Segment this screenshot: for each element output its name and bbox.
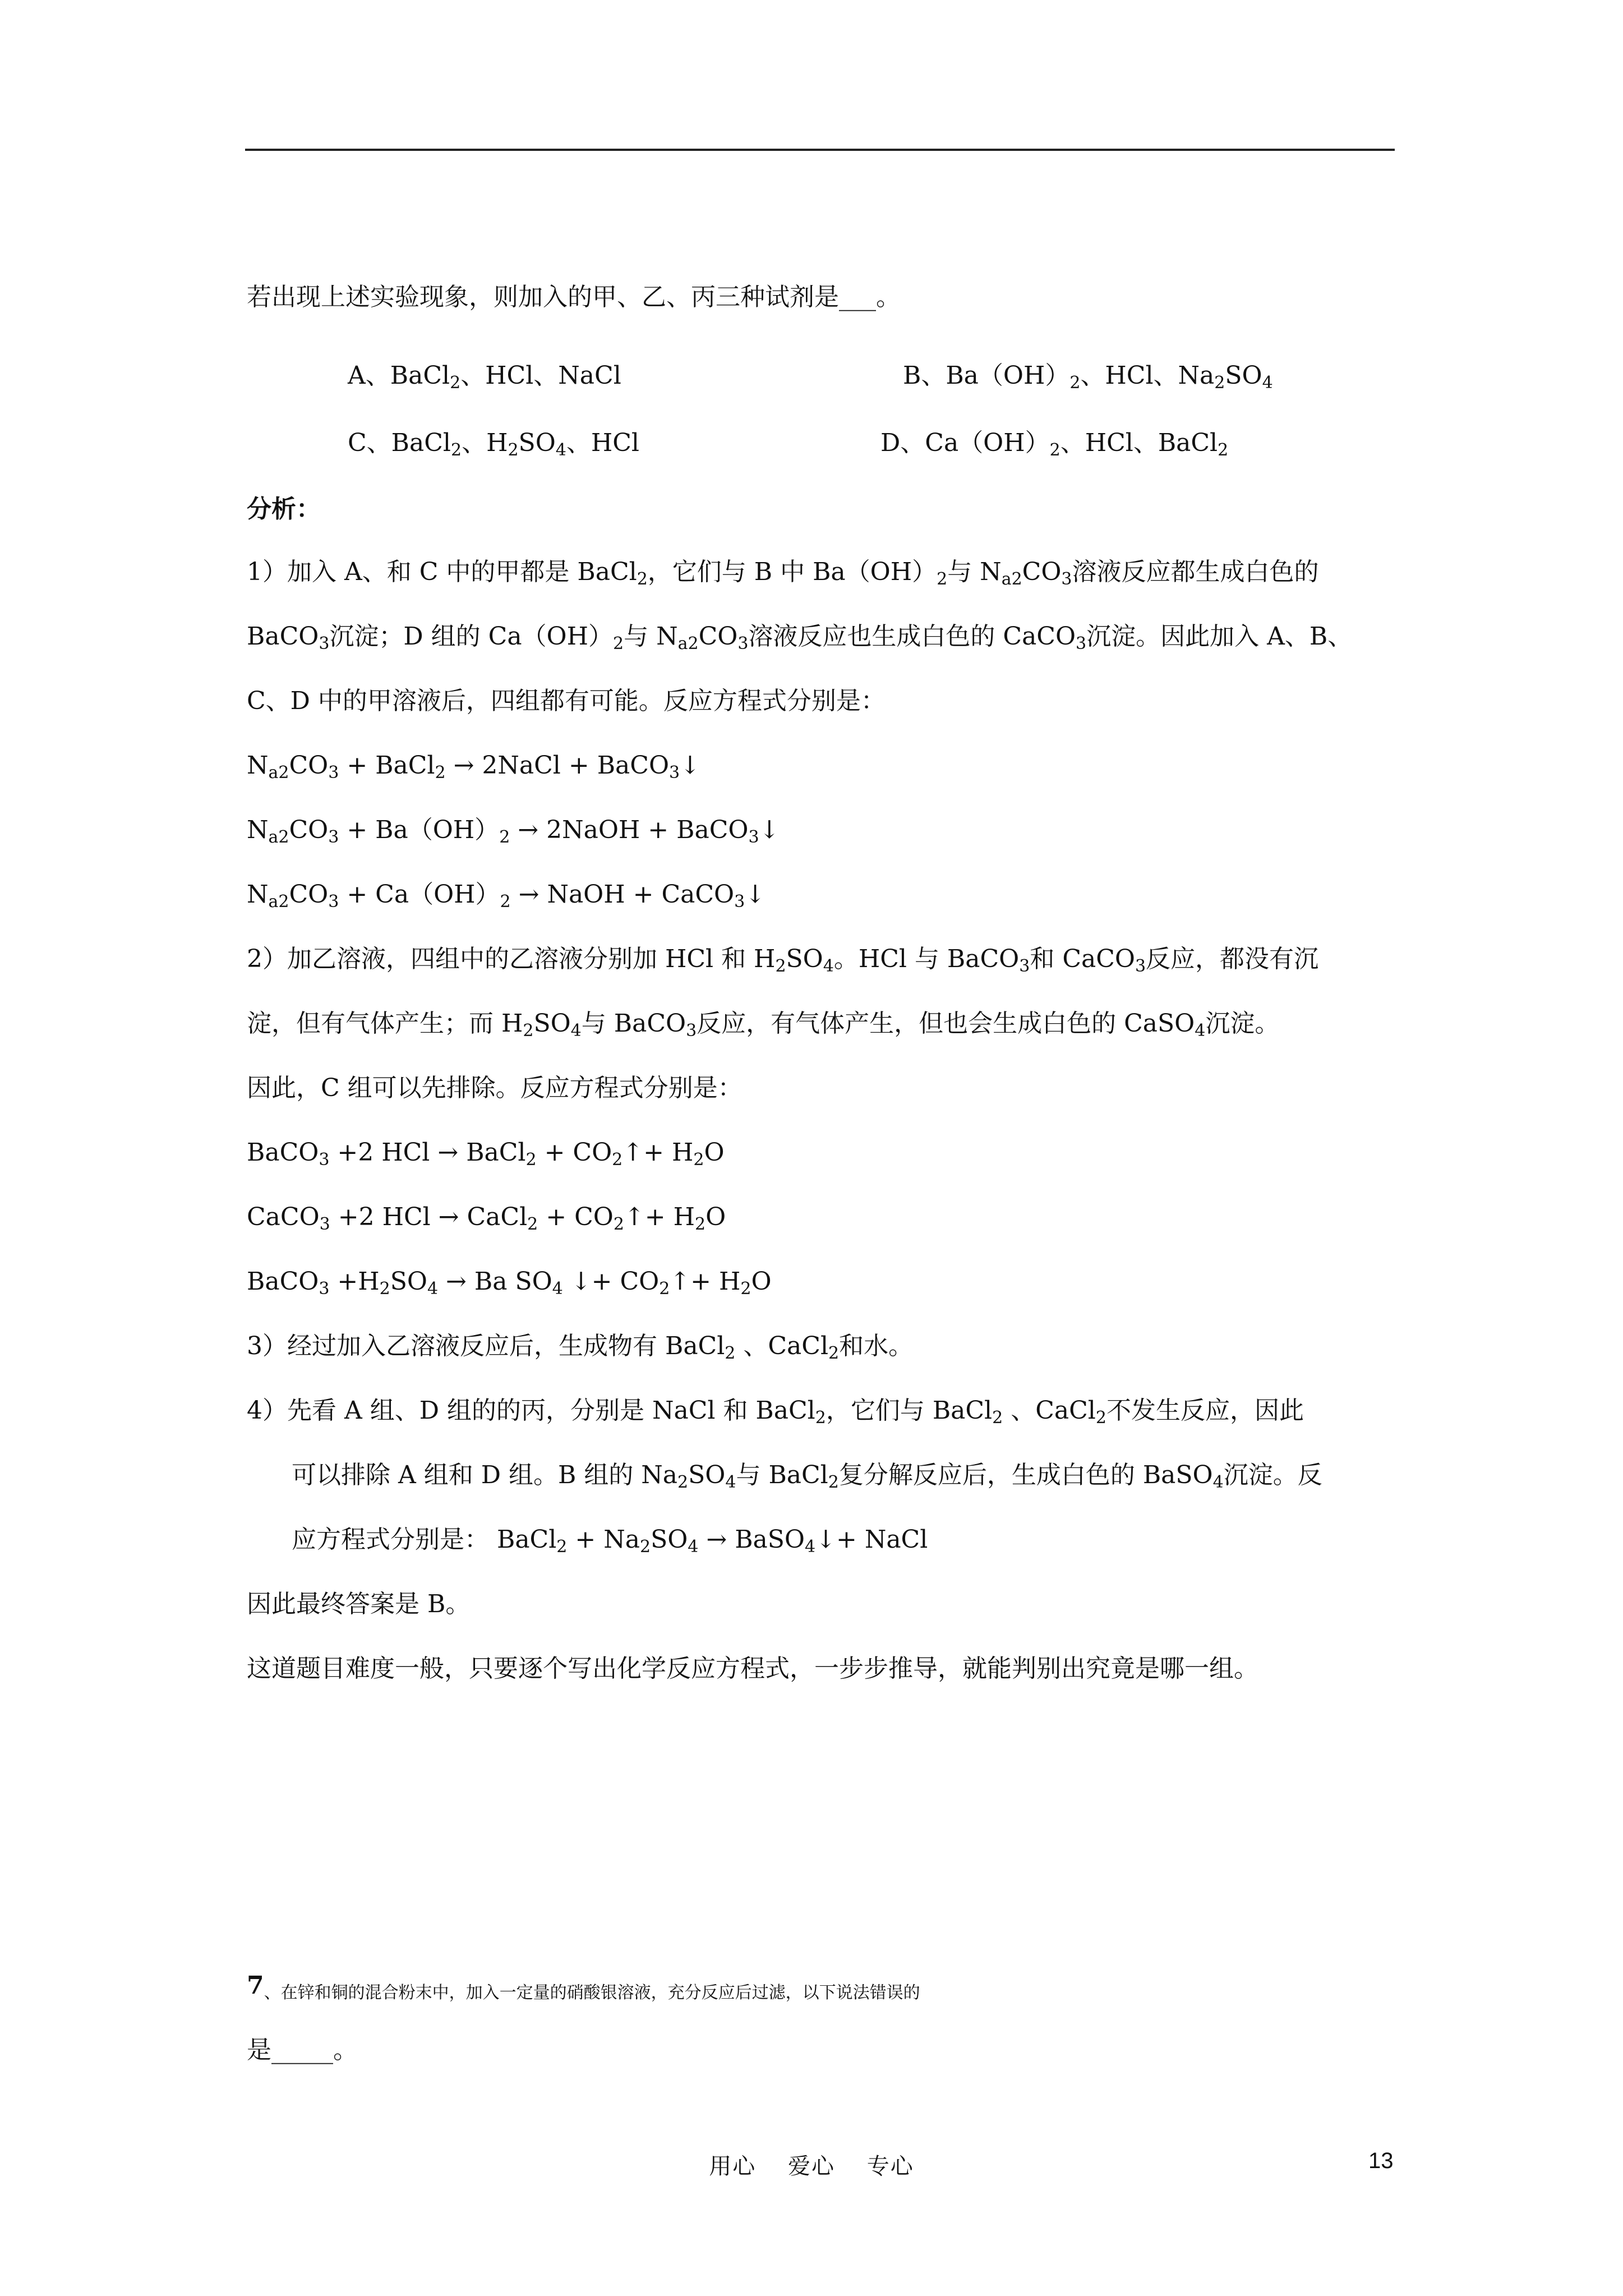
text-run: D、Ca（OH） bbox=[880, 429, 1050, 457]
text-run: → NaOH + CaCO bbox=[510, 880, 735, 909]
subscript: 3 bbox=[328, 763, 339, 783]
subscript: 2 bbox=[1218, 440, 1229, 460]
text-run: 、CaCl bbox=[1003, 1396, 1096, 1425]
subscript: 2 bbox=[523, 1021, 534, 1041]
subscript: 2 bbox=[556, 1537, 568, 1557]
equation bbox=[247, 1136, 725, 1170]
text-run: O bbox=[704, 1138, 725, 1167]
text-run: N bbox=[247, 751, 269, 780]
subscript: 2 bbox=[992, 1408, 1003, 1428]
text-run: 反应，有气体产生，但也会生成白色的 CaSO bbox=[697, 1009, 1195, 1038]
subscript: 4 bbox=[1262, 373, 1273, 393]
option-a bbox=[348, 359, 621, 393]
subscript: 2 bbox=[500, 892, 511, 912]
subscript: 4 bbox=[805, 1537, 816, 1557]
subscript: 2 bbox=[527, 1214, 538, 1234]
subscript: 2 bbox=[450, 440, 462, 460]
equation bbox=[247, 749, 700, 783]
text-run: CO bbox=[698, 622, 738, 651]
p4-line2 bbox=[292, 1458, 1322, 1492]
analysis-heading: 分析： bbox=[247, 495, 321, 523]
option-d bbox=[880, 426, 1228, 460]
text-run: + Ca（OH） bbox=[339, 880, 500, 909]
subscript: 4 bbox=[823, 956, 834, 976]
subscript: 3 bbox=[748, 827, 759, 847]
subscript: 3 bbox=[319, 1279, 330, 1299]
text-run: 沉淀。 bbox=[1205, 1009, 1280, 1038]
text-run: 7 bbox=[247, 1971, 264, 2000]
text-run: ，它们与 B 中 Ba（OH） bbox=[647, 558, 937, 586]
text-run: 。HCl 与 BaCO bbox=[833, 945, 1020, 973]
comment-line: 这道题目难度一般，只要逐个写出化学反应方程式，一步步推导，就能判别出究竟是哪一组。 bbox=[247, 1654, 1258, 1683]
subscript: 2 bbox=[677, 1473, 689, 1492]
text-run: ↑+ H bbox=[624, 1203, 695, 1231]
text-run: CO bbox=[1022, 558, 1062, 586]
text-run: 溶液反应都生成白色的 bbox=[1072, 558, 1319, 586]
q7-line2: 是_____。 bbox=[247, 2036, 358, 2064]
subscript: 2 bbox=[613, 634, 624, 654]
subscript: 2 bbox=[637, 569, 648, 589]
text-run: CaCO bbox=[247, 1203, 320, 1231]
p4-line1 bbox=[247, 1394, 1304, 1428]
subscript: 2 bbox=[695, 1214, 706, 1234]
subscript: a2 bbox=[268, 763, 289, 783]
p2-line1 bbox=[247, 942, 1318, 976]
subscript: 3 bbox=[319, 1214, 330, 1234]
text-run: SO bbox=[390, 1267, 427, 1296]
text-run: 沉淀；D 组的 Ca（OH） bbox=[329, 622, 613, 651]
subscript: 2 bbox=[740, 1279, 751, 1299]
text-run: 可以排除 A 组和 D 组。B 组的 Na bbox=[292, 1461, 678, 1489]
subscript: 4 bbox=[1212, 1473, 1224, 1492]
subscript: 4 bbox=[1195, 1021, 1206, 1041]
subscript: 3 bbox=[319, 634, 330, 654]
subscript: 2 bbox=[1049, 440, 1061, 460]
subscript: a2 bbox=[1001, 569, 1022, 589]
text-run: B、Ba（OH） bbox=[903, 361, 1070, 390]
subscript: 3 bbox=[328, 892, 339, 912]
text-run: 1）加入 A、和 C 中的甲都是 BaCl bbox=[247, 558, 637, 586]
text-run: +2 HCl → BaCl bbox=[329, 1138, 526, 1167]
text-run: → BaSO bbox=[698, 1525, 805, 1554]
option-c bbox=[348, 426, 639, 460]
text-run: C、BaCl bbox=[348, 429, 451, 457]
subscript: 2 bbox=[612, 1150, 623, 1170]
subscript: 3 bbox=[669, 763, 680, 783]
text-run: 3）经过加入乙溶液反应后，生成物有 BaCl bbox=[247, 1332, 725, 1360]
text-run: 、HCl bbox=[566, 429, 639, 457]
subscript: 2 bbox=[435, 763, 446, 783]
equation bbox=[247, 1200, 726, 1234]
text-run: 沉淀。反 bbox=[1223, 1461, 1322, 1489]
text-run: + Na bbox=[567, 1525, 640, 1554]
p2-line2 bbox=[247, 1007, 1279, 1041]
conclusion-line: 因此最终答案是 B。 bbox=[247, 1590, 471, 1618]
subscript: 2 bbox=[450, 373, 461, 393]
text-run: A、BaCl bbox=[348, 361, 450, 390]
subscript: 2 bbox=[828, 1343, 840, 1363]
subscript: 2 bbox=[693, 1150, 704, 1170]
text-run: 与 BaCO bbox=[581, 1009, 686, 1038]
subscript: 2 bbox=[1214, 373, 1225, 393]
subscript: a2 bbox=[268, 892, 289, 912]
subscript: 4 bbox=[725, 1473, 736, 1492]
text-run: SO bbox=[651, 1525, 688, 1554]
text-run: BaCO bbox=[247, 622, 319, 651]
text-run: ，它们与 BaCl bbox=[826, 1396, 993, 1425]
subscript: 2 bbox=[937, 569, 948, 589]
text-run: +H bbox=[329, 1267, 380, 1296]
text-run: SO bbox=[688, 1461, 726, 1489]
equation bbox=[247, 813, 780, 847]
subscript: 3 bbox=[1076, 634, 1087, 654]
subscript: 3 bbox=[319, 1150, 330, 1170]
p1-line3: C、D 中的甲溶液后，四组都有可能。反应方程式分别是： bbox=[247, 687, 886, 715]
text-run: + Ba（OH） bbox=[339, 816, 500, 844]
text-run: 与 N bbox=[947, 558, 1002, 586]
text-run: 不发生反应，因此 bbox=[1106, 1396, 1304, 1425]
p1-line1 bbox=[247, 555, 1319, 589]
text-run: 、CaCl bbox=[735, 1332, 829, 1360]
text-run: + CO bbox=[536, 1138, 612, 1167]
subscript: 4 bbox=[552, 1279, 563, 1299]
text-run: 溶液反应也生成白色的 CaCO bbox=[748, 622, 1076, 651]
subscript: 4 bbox=[555, 440, 566, 460]
text-run: SO bbox=[518, 429, 556, 457]
q7-line1 bbox=[247, 1969, 920, 2003]
subscript: 2 bbox=[815, 1408, 826, 1428]
footer-motto: 用心 爱心 专心 bbox=[709, 2154, 914, 2179]
subscript: 4 bbox=[688, 1537, 699, 1557]
text-run: SO bbox=[1225, 361, 1262, 390]
text-run: 与 BaCl bbox=[736, 1461, 828, 1489]
p3-line bbox=[247, 1329, 913, 1363]
text-run: 复分解反应后，生成白色的 BaSO bbox=[838, 1461, 1213, 1489]
subscript: 2 bbox=[613, 1214, 624, 1234]
equation bbox=[247, 878, 766, 912]
text-run: CO bbox=[289, 816, 329, 844]
text-run: → 2NaCl + BaCO bbox=[445, 751, 670, 780]
text-run: CO bbox=[289, 751, 329, 780]
subscript: 、在锌和铜的混合粉末中，加入一定量的硝酸银溶液，充分反应后过滤，以下说法错误的 bbox=[264, 1983, 920, 2003]
text-run: CO bbox=[289, 880, 329, 909]
header-rule bbox=[245, 149, 1395, 151]
text-run: + CO bbox=[538, 1203, 614, 1231]
text-run: → Ba SO bbox=[438, 1267, 552, 1296]
text-run: ↓+ CO bbox=[562, 1267, 660, 1296]
subscript: 2 bbox=[828, 1473, 839, 1492]
subscript: 3 bbox=[328, 827, 339, 847]
text-run: 、H bbox=[462, 429, 508, 457]
subscript: 2 bbox=[508, 440, 519, 460]
text-run: 2）加乙溶液，四组中的乙溶液分别加 HCl 和 H bbox=[247, 945, 776, 973]
p1-line2 bbox=[247, 620, 1352, 654]
text-run: 淀，但有气体产生；而 H bbox=[247, 1009, 523, 1038]
text-run: 沉淀。因此加入 A、B、 bbox=[1086, 622, 1353, 651]
text-run: ↑+ H bbox=[623, 1138, 694, 1167]
subscript: 3 bbox=[734, 892, 745, 912]
page-number: 13 bbox=[1368, 2148, 1394, 2173]
question-line: 若出现上述实验现象，则加入的甲、乙、丙三种试剂是___。 bbox=[247, 283, 901, 311]
text-run: 与 N bbox=[624, 622, 678, 651]
text-run: ↓ bbox=[759, 816, 780, 844]
p2-line3: 因此，C 组可以先排除。反应方程式分别是： bbox=[247, 1074, 743, 1102]
subscript: a2 bbox=[268, 827, 289, 847]
subscript: 2 bbox=[659, 1279, 670, 1299]
text-run: +2 HCl → CaCl bbox=[330, 1203, 528, 1231]
text-run: ↑+ H bbox=[670, 1267, 741, 1296]
text-run: N bbox=[247, 816, 269, 844]
text-run: ↓ bbox=[680, 751, 700, 780]
text-run: ↓ bbox=[745, 880, 766, 909]
text-run: O bbox=[706, 1203, 726, 1231]
text-run: 、HCl、NaCl bbox=[460, 361, 621, 390]
equation bbox=[247, 1265, 772, 1299]
subscript: 4 bbox=[570, 1021, 582, 1041]
text-run: → 2NaOH + BaCO bbox=[510, 816, 749, 844]
p4-line3 bbox=[292, 1523, 928, 1557]
subscript: 2 bbox=[1095, 1408, 1106, 1428]
subscript: 2 bbox=[525, 1150, 537, 1170]
text-run: 、HCl、BaCl bbox=[1060, 429, 1218, 457]
subscript: 2 bbox=[379, 1279, 390, 1299]
text-run: N bbox=[247, 880, 269, 909]
text-run: + BaCl bbox=[339, 751, 435, 780]
text-run: 和 CaCO bbox=[1030, 945, 1135, 973]
text-run: ↓+ NaCl bbox=[815, 1525, 928, 1554]
subscript: 2 bbox=[725, 1343, 736, 1363]
text-run: 4）先看 A 组、D 组的的丙，分别是 NaCl 和 BaCl bbox=[247, 1396, 815, 1425]
subscript: 3 bbox=[737, 634, 749, 654]
subscript: 3 bbox=[686, 1021, 697, 1041]
text-run: 反应，都没有沉 bbox=[1146, 945, 1319, 973]
text-run: O bbox=[751, 1267, 772, 1296]
subscript: a2 bbox=[677, 634, 699, 654]
subscript: 2 bbox=[775, 956, 786, 976]
subscript: 2 bbox=[499, 827, 510, 847]
subscript: 2 bbox=[639, 1537, 651, 1557]
subscript: 2 bbox=[1069, 373, 1081, 393]
text-run: BaCO bbox=[247, 1138, 319, 1167]
subscript: 4 bbox=[427, 1279, 439, 1299]
text-run: SO bbox=[786, 945, 823, 973]
text-run: 应方程式分别是： BaCl bbox=[292, 1525, 557, 1554]
text-run: 、HCl、Na bbox=[1080, 361, 1215, 390]
subscript: 3 bbox=[1019, 956, 1030, 976]
text-run: SO bbox=[533, 1009, 571, 1038]
subscript: 3 bbox=[1061, 569, 1072, 589]
text-run: BaCO bbox=[247, 1267, 319, 1296]
subscript: 3 bbox=[1135, 956, 1146, 976]
text-run: 和水。 bbox=[839, 1332, 914, 1360]
option-b bbox=[903, 359, 1273, 393]
